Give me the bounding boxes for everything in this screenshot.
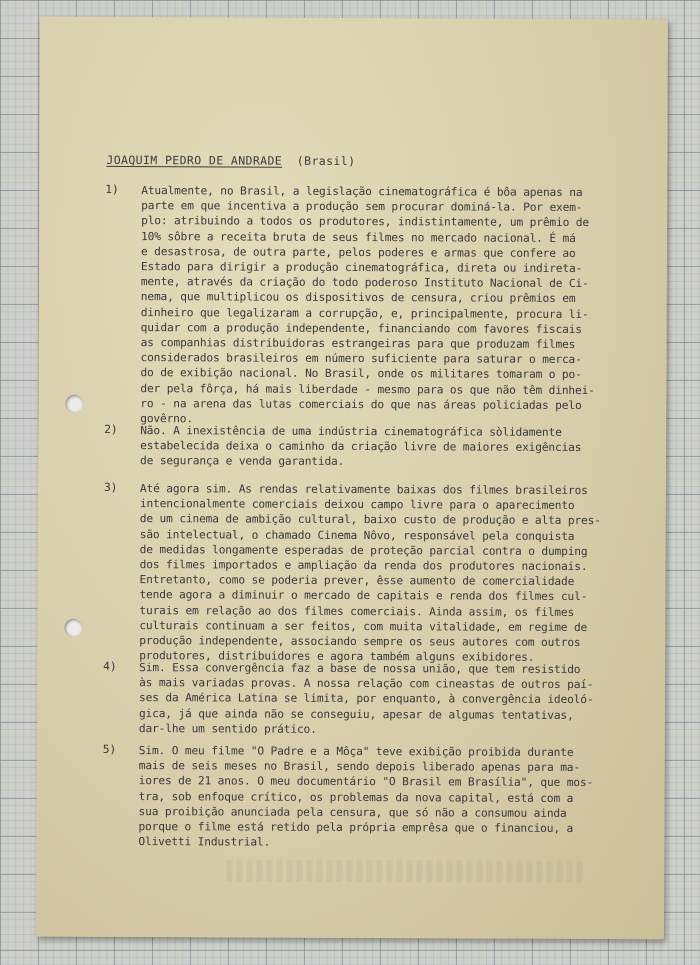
typewritten-page xyxy=(36,17,668,940)
answer-number: 3) xyxy=(103,480,118,494)
answer-number: 4) xyxy=(103,659,117,673)
answer-number: 2) xyxy=(104,422,118,436)
answer-1 xyxy=(105,182,645,426)
author-country: (Brasil) xyxy=(296,153,356,169)
answer-number: 1) xyxy=(105,182,119,196)
answer-number: 5) xyxy=(102,742,117,756)
author-name: JOAQUIM PEDRO DE ANDRADE xyxy=(106,152,283,168)
punch-hole xyxy=(65,395,83,413)
answer-text: Sim. O meu filme "O Padre e a Môça" teve exibição proibida durante mais de seis meses no Brasil, sendo depois liberado apenas para ma- iores de 21 anos. O meu documentário "O Brasil em Brasília", que mos- tra, sob enfoque crítico, os problemas da nova capital, está com a sua proibição anunciada pela censura, que só não a consumou ainda porque o filme está retido pela própria emprêsa que o financiou, a Olivetti Industrial. xyxy=(138,744,594,849)
punch-hole xyxy=(64,619,82,637)
answer-3 xyxy=(103,480,644,665)
answer-text: Não. A inexistência de uma indústria cinematográfica sòlidamente estabelecida deixa o caminho da criação livre de maiores exigências de segurança e venda garantida. xyxy=(140,424,582,469)
answer-text: Até agora sim. As rendas relativamente baixas dos filmes brasileiros intencionalmente comerciais deixou campo livre para o aparecimento de um cinema de ambição cultural, baixo custo de produção e alta pres- são intelectual, o chamado Cinema Nôvo, responsável pela conquista de medidas longamente esperadas de proteção parcial contra o dumping dos filmes importados e ampliação da renda dos produtores nacionais. Entretanto, como se poderia prever, êsse aumento de comercialidade tende agora a diminuir o mercado de capitais e renda dos filmes cul- turais em relação ao dos filmes comerciais. Ainda assim, os filmes culturais continuam a ser feitos, com muita vitalidade, em regime de produção independente, associando sempre os seus autores com outros produtores, distribuidores e agora também alguns exibidores. xyxy=(139,482,601,665)
page-title xyxy=(106,153,355,168)
answer-text: Atualmente, no Brasil, a legislação cinematográfica é bôa apenas na parte em que incentiva a produção sem procurar dominá-la. Por exem- plo: atribuindo a todos os produtores, indistintamente, um prêmio de 10% sôbre a receita bruta de seus filmes no mercado nacional. É má e desastrosa, de outra parte, pelos poderes e armas que confere ao Estado para dirigir a produção cinematográfica, direta ou indireta- mente, através da criação do todo poderoso Instituto Nacional de Ci- nema, que multiplicou os dispositivos de censura, criou prêmios em dinheiro que legalizaram a corrupção, e, principalmente, procura li- quidar com a produção independente, financiando com favores fiscais as companhias distribuidoras estrangeiras para que produzam filmes considerados brasileiros em número suficiente para saturar o merca- do de exibição nacional. No Brasil, onde os militares tomaram o po- der pela fôrça, há mais liberdade - mesmo para os que não têm dinhei- ro - na arena das lutas comerciais do que nas áreas policiadas pelo govêrno. xyxy=(140,184,595,426)
answer-text: Sim. Essa convergência faz a base de nossa união, que tem resistido às mais variadas provas. A nossa relação com cineastas de outros paí- ses da América Latina se limita, por enquanto, à convergência ideoló- gica, já que ainda não se conseguiu, apesar de algumas tentativas, dar-lhe um sentido prático. xyxy=(138,661,594,736)
faint-offset-smudge xyxy=(226,859,586,883)
answer-5 xyxy=(102,742,643,849)
